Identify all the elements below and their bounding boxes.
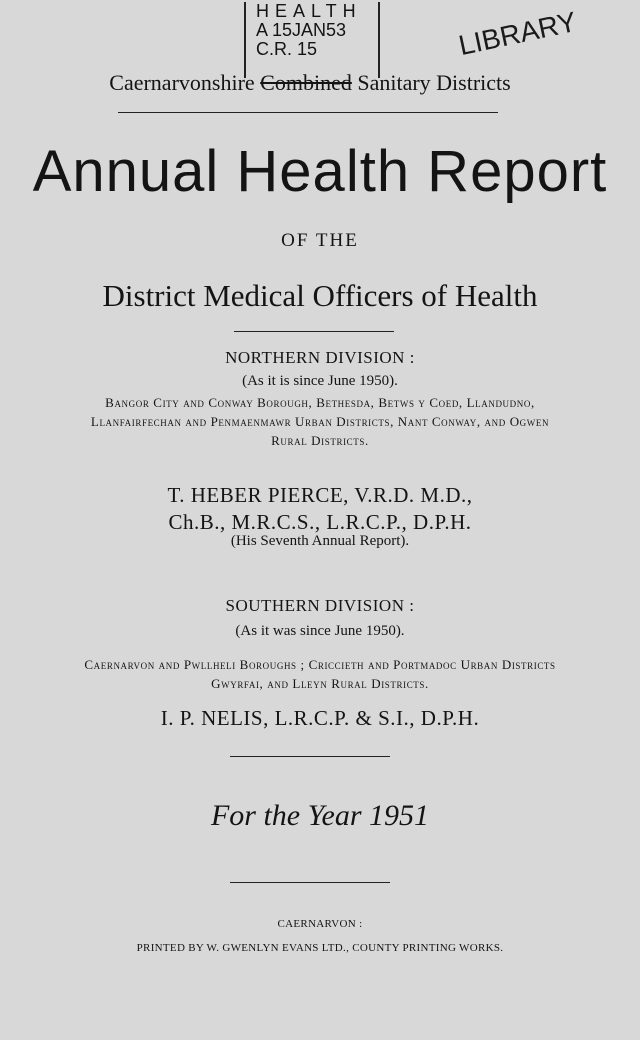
northern-officer: [0, 482, 640, 536]
header-suffix: Sanitary Districts: [357, 70, 511, 95]
southern-districts-line-2: Gwyrfai, and Lleyn Rural Districts.: [211, 676, 429, 691]
northern-districts-line-1: Bangor City and Conway Borough, Bethesda, Betws y Coed, Llandudno,: [105, 395, 535, 410]
library-stamp: LIBRARY: [455, 5, 580, 62]
southern-since-note: (As it was since June 1950).: [235, 623, 405, 639]
year-rule-top: [230, 756, 390, 757]
page-title: Annual Health Report: [32, 139, 608, 204]
printer-line: PRINTED BY W. GWENLYN EVANS LTD., COUNTY PRINTING WORKS.: [136, 942, 504, 954]
northern-districts-line-3: Rural Districts.: [271, 433, 369, 448]
southern-officer: I. P. NELIS, L.R.C.P. & S.I., D.P.H.: [160, 706, 480, 730]
header-line: [90, 70, 530, 96]
report-year: For the Year 1951: [210, 799, 430, 832]
stamp-line-3: C.R. 15: [256, 39, 318, 59]
northern-officer-line-1: T. HEBER PIERCE, V.R.D. M.D.,: [167, 483, 473, 507]
of-the-label: OF THE: [281, 230, 359, 251]
stamp-line-1: HEALTH: [256, 1, 362, 21]
printer-place: CAERNARVON :: [277, 918, 363, 930]
header-prefix: Caernarvonshire: [109, 70, 255, 95]
southern-districts: [10, 655, 630, 693]
northern-officer-line-2: Ch.B., M.R.C.S., L.R.C.P., D.P.H.: [168, 510, 472, 534]
subtitle-rule: [234, 331, 394, 332]
southern-division-heading: SOUTHERN DIVISION :: [225, 596, 415, 615]
southern-districts-line-1: Caernarvon and Pwllheli Boroughs ; Criccieth and Portmadoc Urban Districts: [84, 657, 556, 672]
received-stamp: [244, 2, 380, 78]
northern-districts-line-2: Llanfairfechan and Penmaenmawr Urban Districts, Nant Conway, and Ogwen: [90, 414, 550, 429]
page-subtitle: District Medical Officers of Health: [102, 278, 538, 313]
year-rule-bottom: [230, 882, 390, 883]
northern-since-note: (As it is since June 1950).: [242, 373, 398, 389]
northern-division-heading: NORTHERN DIVISION :: [225, 348, 415, 367]
header-struck-word: Combined: [260, 70, 352, 95]
northern-districts: [10, 393, 630, 450]
stamp-line-2: A 15JAN53: [256, 20, 347, 40]
northern-report-note: (His Seventh Annual Report).: [230, 533, 410, 549]
header-rule: [118, 112, 498, 113]
